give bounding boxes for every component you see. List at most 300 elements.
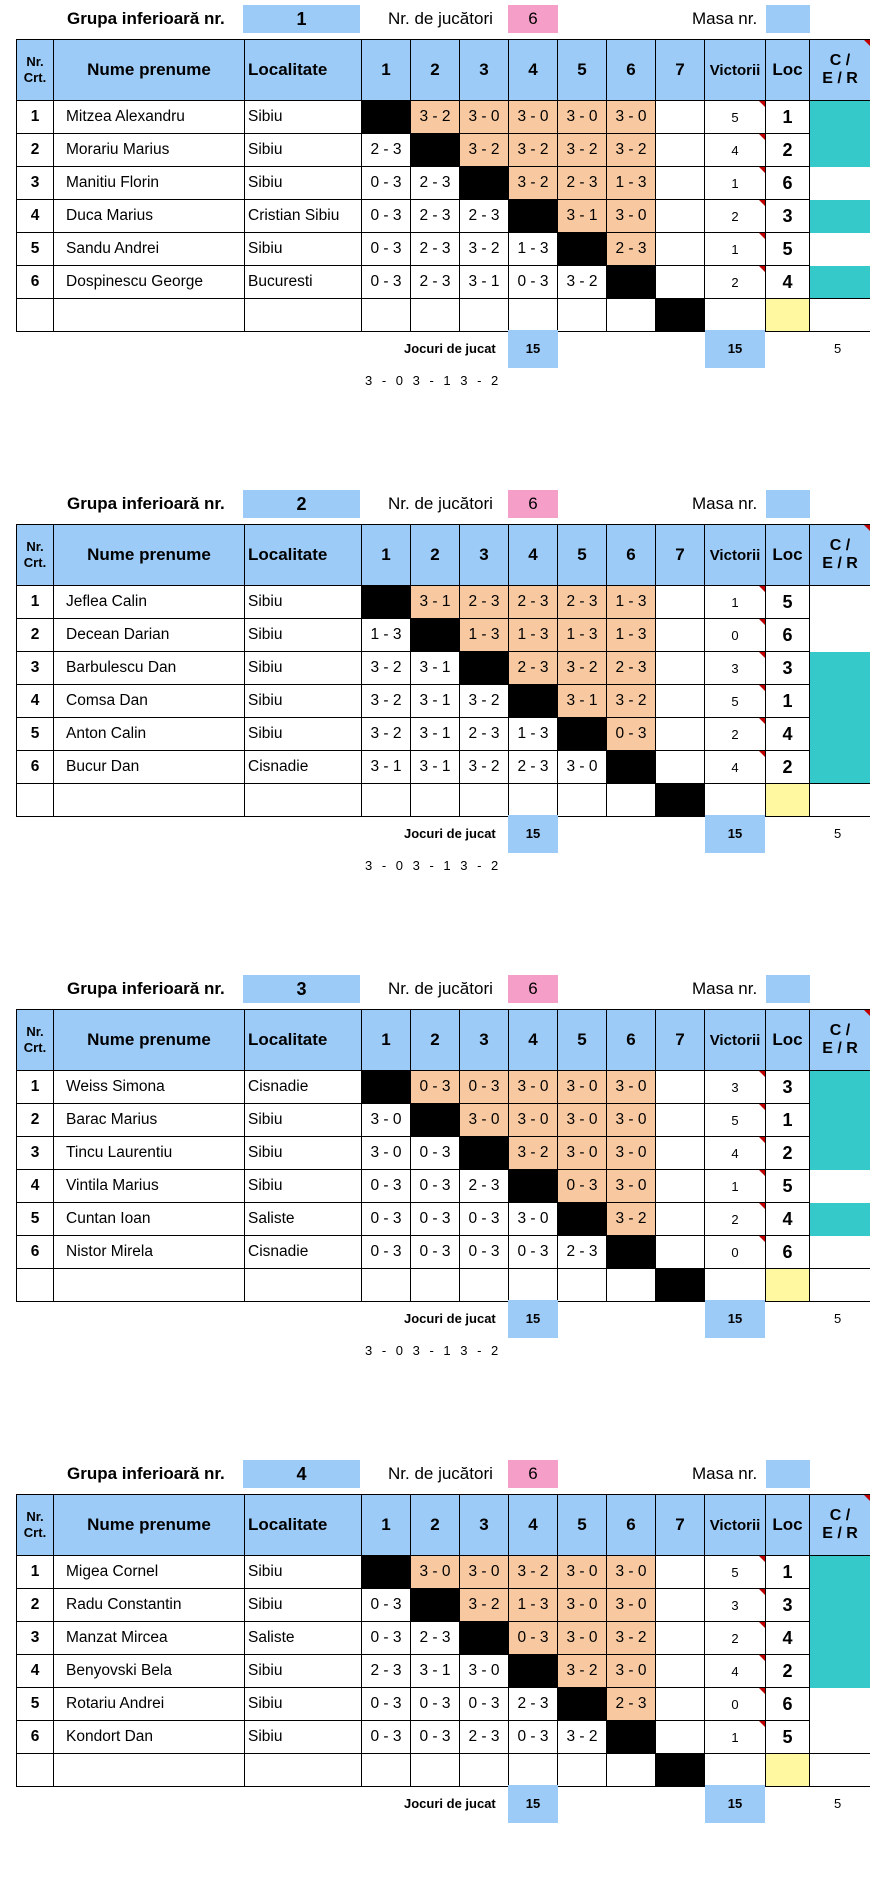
player-name[interactable]: Migea Cornel [54,1556,245,1589]
match-result[interactable]: 2 - 3 [411,200,460,233]
qualification-cell[interactable] [810,1170,870,1203]
match-result[interactable]: 2 - 3 [460,718,509,751]
player-row [17,751,870,784]
jocuri-count[interactable]: 15 [508,1785,558,1823]
match-result[interactable] [656,200,705,233]
rank-value: 3 [766,652,810,685]
match-result[interactable]: 0 - 3 [362,1170,411,1203]
player-city[interactable] [245,1754,362,1787]
match-result[interactable] [460,299,509,332]
match-result[interactable]: 3 - 2 [607,1622,656,1655]
match-result[interactable]: 3 - 1 [411,652,460,685]
self-match-cell [460,1622,509,1655]
match-result[interactable]: 0 - 3 [362,200,411,233]
match-result[interactable] [411,784,460,817]
match-result[interactable]: 3 - 0 [509,1104,558,1137]
match-result[interactable]: 3 - 0 [509,1203,558,1236]
match-result[interactable]: 3 - 0 [558,1137,607,1170]
col-header-cer: C / E / R [810,525,870,586]
match-result[interactable] [509,1754,558,1787]
match-result[interactable]: 3 - 0 [362,1137,411,1170]
match-result[interactable]: 0 - 3 [362,1203,411,1236]
jocuri-count[interactable]: 15 [508,815,558,853]
player-city[interactable]: Bucuresti [245,266,362,299]
match-result[interactable] [411,1269,460,1302]
match-result[interactable]: 0 - 3 [362,1622,411,1655]
rank-value: 5 [766,233,810,266]
match-result[interactable]: 2 - 3 [460,1170,509,1203]
qualification-cell[interactable] [810,1721,870,1754]
match-result[interactable]: 3 - 2 [607,1203,656,1236]
qualification-cell[interactable] [810,134,870,167]
match-result[interactable]: 0 - 3 [411,1688,460,1721]
match-result[interactable] [656,233,705,266]
player-city[interactable]: Sibiu [245,1655,362,1688]
match-result[interactable]: 3 - 0 [558,1589,607,1622]
match-result[interactable]: 2 - 3 [509,586,558,619]
scores-legend: 3 - 0 3 - 1 3 - 2 [365,373,499,388]
player-name[interactable]: Benyovski Bela [54,1655,245,1688]
match-result[interactable]: 0 - 3 [411,1170,460,1203]
player-city[interactable]: Sibiu [245,1137,362,1170]
match-result[interactable] [411,299,460,332]
player-city[interactable]: Sibiu [245,685,362,718]
qualification-cell[interactable] [810,1203,870,1236]
masa-value[interactable] [766,1460,810,1488]
match-result[interactable]: 0 - 3 [362,266,411,299]
match-result[interactable]: 3 - 2 [558,134,607,167]
match-result[interactable]: 2 - 3 [362,134,411,167]
player-city[interactable]: Sibiu [245,233,362,266]
match-result[interactable]: 0 - 3 [362,1721,411,1754]
match-result[interactable]: 0 - 3 [362,1236,411,1269]
match-result[interactable]: 1 - 3 [509,233,558,266]
self-match-cell [411,1589,460,1622]
match-result[interactable]: 2 - 3 [411,1622,460,1655]
player-name[interactable] [54,1269,245,1302]
match-result[interactable]: 3 - 2 [460,233,509,266]
match-result[interactable]: 3 - 0 [607,1137,656,1170]
match-result[interactable]: 1 - 3 [509,718,558,751]
match-result[interactable] [558,299,607,332]
match-result[interactable] [607,784,656,817]
player-name[interactable]: Bucur Dan [54,751,245,784]
masa-value[interactable] [766,5,810,33]
match-result[interactable] [656,134,705,167]
player-name[interactable]: Vintila Marius [54,1170,245,1203]
qualification-cell[interactable] [810,718,870,751]
match-result[interactable]: 1 - 3 [558,619,607,652]
player-city[interactable]: Sibiu [245,652,362,685]
match-result[interactable]: 3 - 0 [607,1104,656,1137]
player-name[interactable]: Manitiu Florin [54,167,245,200]
match-result[interactable]: 3 - 1 [411,1655,460,1688]
player-city[interactable]: Sibiu [245,1556,362,1589]
match-result[interactable]: 0 - 3 [607,718,656,751]
match-result[interactable] [509,1269,558,1302]
match-result[interactable]: 3 - 0 [558,1071,607,1104]
players-label: Nr. de jucători [388,490,493,518]
match-result[interactable]: 3 - 0 [607,1556,656,1589]
match-result[interactable]: 3 - 0 [607,1655,656,1688]
masa-value[interactable] [766,975,810,1003]
match-result[interactable]: 3 - 2 [362,685,411,718]
masa-value[interactable] [766,490,810,518]
victorii-total[interactable]: 15 [705,1300,765,1338]
col-header-round: 1 [362,40,411,101]
player-name[interactable]: Manzat Mircea [54,1622,245,1655]
match-result[interactable]: 3 - 1 [558,685,607,718]
match-result[interactable] [460,1269,509,1302]
col-header-round: 5 [558,1010,607,1071]
qualification-cell[interactable] [810,1236,870,1269]
qualification-cell[interactable] [810,1269,870,1302]
victorii-total[interactable]: 15 [705,330,765,368]
match-result[interactable]: 3 - 2 [362,718,411,751]
player-city[interactable]: Sibiu [245,1688,362,1721]
match-result[interactable]: 3 - 2 [607,134,656,167]
match-result[interactable] [656,1071,705,1104]
player-city[interactable] [245,299,362,332]
qualification-cell[interactable] [810,200,870,233]
match-result[interactable] [656,685,705,718]
player-row [17,1721,870,1754]
match-result[interactable]: 3 - 1 [411,586,460,619]
match-result[interactable]: 0 - 3 [509,1236,558,1269]
player-name[interactable] [54,784,245,817]
player-city[interactable]: Sibiu [245,1104,362,1137]
match-result[interactable]: 0 - 3 [362,1688,411,1721]
match-result[interactable] [656,1203,705,1236]
player-city[interactable]: Saliste [245,1203,362,1236]
player-name[interactable]: Jeflea Calin [54,586,245,619]
match-result[interactable]: 3 - 0 [558,1556,607,1589]
match-result[interactable]: 2 - 3 [460,586,509,619]
qualification-cell[interactable] [810,266,870,299]
match-result[interactable] [656,266,705,299]
match-result[interactable] [656,1236,705,1269]
col-header-city: Localitate [245,525,362,586]
match-result[interactable]: 0 - 3 [460,1236,509,1269]
player-name[interactable]: Morariu Marius [54,134,245,167]
match-result[interactable]: 3 - 1 [411,685,460,718]
match-result[interactable]: 3 - 0 [607,1170,656,1203]
qualification-cell[interactable] [810,1071,870,1104]
player-city[interactable]: Sibiu [245,1170,362,1203]
player-name[interactable]: Decean Darian [54,619,245,652]
empty-row [17,1754,870,1787]
match-result[interactable]: 0 - 3 [411,1071,460,1104]
player-city[interactable]: Cristian Sibiu [245,200,362,233]
match-result[interactable] [656,101,705,134]
player-city[interactable]: Sibiu [245,586,362,619]
qualification-cell[interactable] [810,751,870,784]
match-result[interactable]: 2 - 3 [411,167,460,200]
match-result[interactable] [362,1754,411,1787]
match-result[interactable]: 3 - 2 [558,266,607,299]
player-city[interactable]: Sibiu [245,718,362,751]
match-result[interactable] [656,1622,705,1655]
match-result[interactable]: 3 - 2 [362,652,411,685]
match-result[interactable] [656,1556,705,1589]
match-result[interactable]: 3 - 0 [411,1556,460,1589]
match-result[interactable] [558,1269,607,1302]
qualification-cell[interactable] [810,167,870,200]
match-result[interactable]: 3 - 0 [558,101,607,134]
row-number: 2 [17,1589,54,1622]
match-result[interactable]: 3 - 0 [460,101,509,134]
header-row [17,1010,870,1071]
match-result[interactable]: 3 - 0 [607,1071,656,1104]
player-city[interactable]: Sibiu [245,1589,362,1622]
qualification-cell[interactable] [810,101,870,134]
qualification-cell[interactable] [810,784,870,817]
player-name[interactable] [54,1754,245,1787]
match-result[interactable]: 3 - 0 [607,1589,656,1622]
match-result[interactable]: 2 - 3 [460,200,509,233]
match-result[interactable]: 3 - 2 [607,685,656,718]
player-name[interactable]: Barbulescu Dan [54,652,245,685]
match-result[interactable]: 1 - 3 [607,619,656,652]
qualification-cell[interactable] [810,1104,870,1137]
match-result[interactable]: 3 - 2 [411,101,460,134]
players-count[interactable]: 6 [508,1460,558,1488]
match-result[interactable]: 3 - 2 [460,751,509,784]
qualification-cell[interactable] [810,1589,870,1622]
match-result[interactable] [656,718,705,751]
group-number[interactable]: 4 [243,1460,360,1488]
player-city[interactable]: Sibiu [245,167,362,200]
extra-count: 5 [834,1300,841,1338]
player-city[interactable] [245,784,362,817]
col-header-name: Nume prenume [54,525,245,586]
match-result[interactable] [558,784,607,817]
match-result[interactable]: 0 - 3 [362,167,411,200]
match-result[interactable]: 3 - 1 [558,200,607,233]
player-name[interactable]: Weiss Simona [54,1071,245,1104]
player-city[interactable]: Sibiu [245,101,362,134]
match-result[interactable]: 2 - 3 [558,1236,607,1269]
match-result[interactable] [656,751,705,784]
player-name[interactable]: Rotariu Andrei [54,1688,245,1721]
match-result[interactable]: 0 - 3 [362,233,411,266]
match-result[interactable]: 3 - 2 [509,1137,558,1170]
match-result[interactable]: 0 - 3 [509,1622,558,1655]
player-name[interactable]: Dospinescu George [54,266,245,299]
match-result[interactable] [460,784,509,817]
match-result[interactable]: 2 - 3 [558,586,607,619]
qualification-cell[interactable] [810,1754,870,1787]
row-number: 4 [17,1170,54,1203]
player-city[interactable]: Sibiu [245,619,362,652]
match-result[interactable] [607,1269,656,1302]
player-city[interactable]: Sibiu [245,1721,362,1754]
match-result[interactable]: 2 - 3 [509,1688,558,1721]
match-result[interactable]: 2 - 3 [607,233,656,266]
player-name[interactable]: Duca Marius [54,200,245,233]
match-result[interactable]: 3 - 1 [411,751,460,784]
match-result[interactable]: 3 - 2 [460,685,509,718]
player-city[interactable]: Cisnadie [245,1236,362,1269]
match-result[interactable]: 0 - 3 [460,1071,509,1104]
player-name[interactable]: Nistor Mirela [54,1236,245,1269]
group-number[interactable]: 1 [243,5,360,33]
match-result[interactable]: 3 - 1 [362,751,411,784]
match-result[interactable] [656,1688,705,1721]
player-row [17,101,870,134]
match-result[interactable]: 1 - 3 [607,167,656,200]
match-result[interactable]: 0 - 3 [362,1589,411,1622]
header-row [17,525,870,586]
match-result[interactable]: 1 - 3 [460,619,509,652]
match-result[interactable]: 3 - 2 [509,134,558,167]
match-result[interactable]: 3 - 0 [460,1655,509,1688]
jocuri-count[interactable]: 15 [508,330,558,368]
match-result[interactable]: 1 - 3 [607,586,656,619]
qualification-cell[interactable] [810,233,870,266]
match-result[interactable] [656,619,705,652]
match-result[interactable] [362,784,411,817]
victorii-total[interactable]: 15 [705,815,765,853]
match-result[interactable] [656,1104,705,1137]
match-result[interactable] [656,586,705,619]
match-result[interactable]: 0 - 3 [509,1721,558,1754]
match-result[interactable] [656,1589,705,1622]
match-result[interactable]: 3 - 1 [460,266,509,299]
match-result[interactable]: 0 - 3 [460,1203,509,1236]
qualification-cell[interactable] [810,299,870,332]
match-result[interactable]: 1 - 3 [362,619,411,652]
player-name[interactable]: Barac Marius [54,1104,245,1137]
qualification-cell[interactable] [810,1655,870,1688]
match-result[interactable]: 3 - 0 [558,1104,607,1137]
player-name[interactable]: Comsa Dan [54,685,245,718]
match-result[interactable]: 3 - 0 [607,101,656,134]
qualification-cell[interactable] [810,1556,870,1589]
player-city[interactable] [245,1269,362,1302]
match-result[interactable]: 3 - 0 [509,1071,558,1104]
match-result[interactable]: 3 - 0 [558,1622,607,1655]
victorii-total[interactable]: 15 [705,1785,765,1823]
match-result[interactable]: 2 - 3 [509,751,558,784]
match-result[interactable]: 3 - 2 [509,167,558,200]
player-row [17,233,870,266]
match-result[interactable]: 2 - 3 [558,167,607,200]
masa-label: Masa nr. [692,1460,757,1488]
match-result[interactable]: 3 - 2 [460,1589,509,1622]
match-result[interactable]: 2 - 3 [607,652,656,685]
match-result[interactable]: 3 - 1 [411,718,460,751]
player-name[interactable]: Sandu Andrei [54,233,245,266]
match-result[interactable]: 0 - 3 [411,1137,460,1170]
qualification-cell[interactable] [810,1137,870,1170]
match-result[interactable]: 0 - 3 [558,1170,607,1203]
match-result[interactable]: 3 - 0 [509,101,558,134]
match-result[interactable]: 3 - 0 [460,1556,509,1589]
players-count[interactable]: 6 [508,5,558,33]
match-result[interactable]: 2 - 3 [509,652,558,685]
col-header-round: 6 [607,1495,656,1556]
match-result[interactable]: 3 - 2 [558,1721,607,1754]
match-result[interactable]: 0 - 3 [509,266,558,299]
match-result[interactable] [460,1754,509,1787]
qualification-cell[interactable] [810,586,870,619]
match-result[interactable]: 0 - 3 [411,1203,460,1236]
row-number [17,1269,54,1302]
match-result[interactable]: 0 - 3 [411,1721,460,1754]
match-result[interactable]: 2 - 3 [362,1655,411,1688]
match-result[interactable] [509,299,558,332]
self-match-cell [558,1203,607,1236]
player-city[interactable]: Cisnadie [245,1071,362,1104]
match-result[interactable]: 3 - 0 [362,1104,411,1137]
player-name[interactable]: Tincu Laurentiu [54,1137,245,1170]
match-result[interactable] [607,1754,656,1787]
player-name[interactable]: Kondort Dan [54,1721,245,1754]
row-number: 3 [17,652,54,685]
player-city[interactable]: Sibiu [245,134,362,167]
match-result[interactable] [558,1754,607,1787]
match-result[interactable]: 2 - 3 [411,266,460,299]
match-result[interactable]: 3 - 2 [460,134,509,167]
match-result[interactable] [656,1721,705,1754]
match-result[interactable] [607,299,656,332]
match-result[interactable]: 3 - 0 [460,1104,509,1137]
players-count[interactable]: 6 [508,975,558,1003]
match-result[interactable] [509,784,558,817]
jocuri-count[interactable]: 15 [508,1300,558,1338]
match-result[interactable]: 0 - 3 [460,1688,509,1721]
players-count[interactable]: 6 [508,490,558,518]
self-match-cell [656,784,705,817]
match-result[interactable] [656,167,705,200]
match-result[interactable]: 2 - 3 [460,1721,509,1754]
match-result[interactable]: 2 - 3 [607,1688,656,1721]
player-name[interactable]: Anton Calin [54,718,245,751]
qualification-cell[interactable] [810,652,870,685]
qualification-cell[interactable] [810,685,870,718]
match-result[interactable]: 1 - 3 [509,1589,558,1622]
player-city[interactable]: Cisnadie [245,751,362,784]
match-result[interactable]: 3 - 0 [607,200,656,233]
match-result[interactable] [411,1754,460,1787]
group-number[interactable]: 2 [243,490,360,518]
match-result[interactable]: 3 - 2 [558,652,607,685]
match-result[interactable]: 3 - 2 [558,1655,607,1688]
match-result[interactable] [656,1170,705,1203]
player-name[interactable]: Cuntan Ioan [54,1203,245,1236]
match-result[interactable]: 2 - 3 [411,233,460,266]
match-result[interactable] [656,1655,705,1688]
match-result[interactable] [656,1137,705,1170]
player-city[interactable]: Saliste [245,1622,362,1655]
qualification-cell[interactable] [810,1622,870,1655]
row-number: 1 [17,1071,54,1104]
match-result[interactable]: 0 - 3 [411,1236,460,1269]
match-result[interactable]: 3 - 0 [558,751,607,784]
match-result[interactable] [656,652,705,685]
player-name[interactable] [54,299,245,332]
match-result[interactable]: 3 - 2 [509,1556,558,1589]
match-result[interactable] [362,1269,411,1302]
match-result[interactable] [362,299,411,332]
match-result[interactable]: 1 - 3 [509,619,558,652]
group-number[interactable]: 3 [243,975,360,1003]
player-name[interactable]: Mitzea Alexandru [54,101,245,134]
qualification-cell[interactable] [810,619,870,652]
player-name[interactable]: Radu Constantin [54,1589,245,1622]
qualification-cell[interactable] [810,1688,870,1721]
